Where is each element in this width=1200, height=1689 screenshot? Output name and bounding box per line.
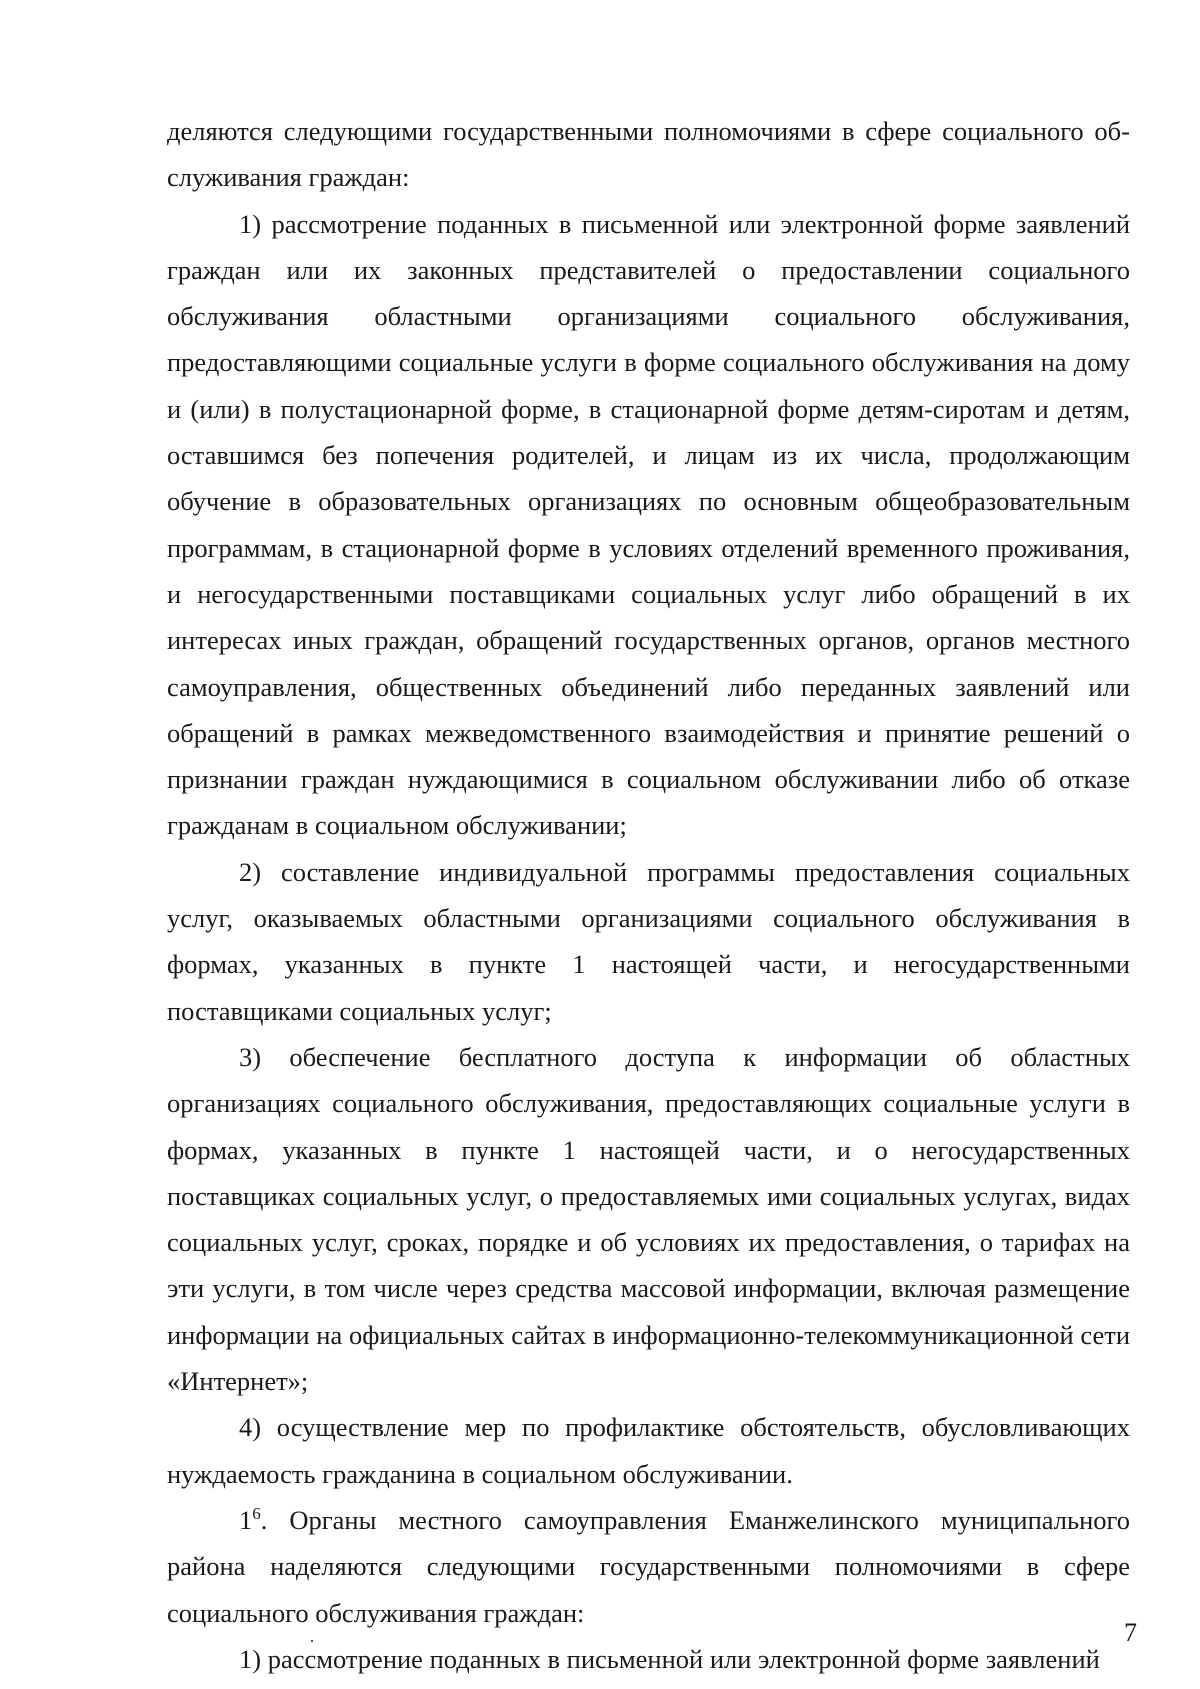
paragraph-item-2: 2) составление индивидуальной программы предоставления социальных услуг, оказываемых областными организациями социального обслуживания в формах, указанных в пункте 1 настоящей части, и негосударственными поставщиками социальных услуг; bbox=[167, 856, 1130, 1026]
paragraph-item-4: 4) осуществление мер по профилактике обстоятельств, обусловливающих нуждаемость гражданина в социальном обслуживании. bbox=[167, 1412, 1130, 1489]
section-text: . Органы местного самоуправления Еманжелинского муниципального района наделяются следующими государственными полномочиями в сфере социального обслуживания граждан: bbox=[167, 1504, 1130, 1628]
scan-speck bbox=[311, 1640, 313, 1642]
section-superscript: 6 bbox=[252, 1503, 261, 1523]
paragraph-item-1-repeat: 1) рассмотрение поданных в письменной или электронной форме заявлений bbox=[239, 1643, 1100, 1674]
document-body bbox=[167, 108, 1130, 1682]
paragraph-continuation: деляются следующими государственными полномочиями в сфере социального обслуживания граждан: bbox=[167, 116, 1130, 193]
page-number: 7 bbox=[1124, 1618, 1137, 1647]
paragraph-item-1: 1) рассмотрение поданных в письменной или электронной форме заявлений граждан или их законных представителей о предоставлении социального обслуживания областными организациями социального обслуживания, предоставляющими социальные услуги в форме социального обслуживания на дому и (или) в полустационарной форме, в стационарной форме детям-сиротам и детям, оставшимся без попечения родителей, и лицам из их числа, продолжающим обучение в образовательных организациях по основным общеобразовательным программам, в стационарной форме в условиях отделений временного проживания, и негосударственными поставщиками социальных услуг либо обращений в их интересах иных граждан, обращений государственных органов, органов местного самоуправления, общественных объединений либо переданных заявлений или обращений в рамках межведомственного взаимодействия и принятие решений о признании граждан нуждающимися в социальном обслуживании либо об отказе гражданам в социальном обслуживании; bbox=[167, 208, 1130, 841]
section-number: 1 bbox=[239, 1504, 253, 1535]
section-heading-paragraph bbox=[167, 1497, 1130, 1636]
paragraph-item-3: 3) обеспечение бесплатного доступа к информации об областных организациях социального обслуживания, предоставляющих социальные услуги в формах, указанных в пункте 1 настоящей части, и о негосударственных поставщиках социальных услуг, о предоставляемых ими социальных услугах, видах социальных услуг, сроках, порядке и об условиях их предоставления, о тарифах на эти услуги, в том числе через средства массовой информации, включая размещение информации на официальных сайтах в информационно-телекоммуникационной сети «Интернет»; bbox=[167, 1041, 1130, 1397]
